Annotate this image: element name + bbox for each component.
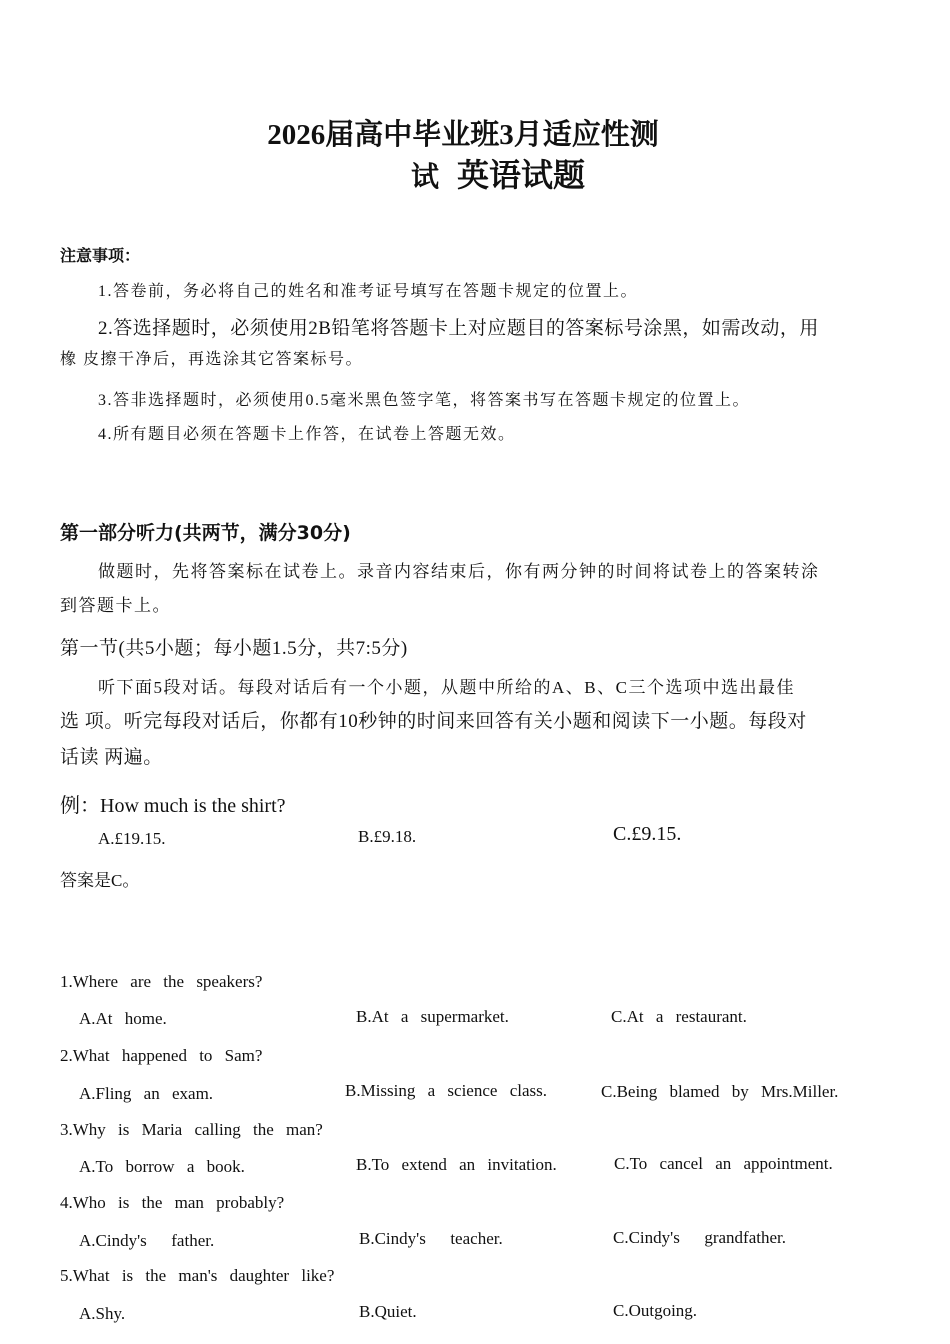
question-4-option-b: B.Cindy's teacher. [359, 1229, 503, 1248]
exam-subject: 英语试题 [457, 157, 586, 193]
question-3-option-c: C.To cancel an appointment. [614, 1154, 833, 1173]
exam-title-line1: 2026届高中毕业班3月适应性测 [267, 119, 659, 151]
question-2: 2.What happened to Sam? [60, 1046, 263, 1065]
notice-item-2-line2: 橡 皮擦干净后，再选涂其它答案标号。 [60, 351, 364, 368]
part1-instruction-line1: 做题时，先将答案标在试卷上。录音内容结束后，你有两分钟的时间将试卷上的答案转涂 [98, 562, 820, 581]
question-5-option-a: A.Shy. [79, 1304, 126, 1323]
question-2-option-b: B.Missing a science class. [345, 1081, 547, 1100]
part1-heading: 第一部分听力(共两节，满分30分) [60, 522, 351, 544]
example-option-a: A.£19.15. [98, 829, 166, 848]
question-1-option-b: B.At a supermarket. [356, 1007, 509, 1026]
notice-heading: 注意事项： [60, 246, 141, 265]
question-5: 5.What is the man's daughter like? [60, 1266, 335, 1285]
notice-item-3: 3.答非选择题时，必须使用0.5毫米黑色签字笔，将答案书写在答题卡规定的位置上。 [98, 392, 751, 409]
question-1: 1.Where are the speakers? [60, 972, 263, 991]
notice-item-4: 4.所有题目必须在答题卡上作答，在试卷上答题无效。 [98, 426, 516, 443]
question-2-option-a: A.Fling an exam. [79, 1084, 214, 1103]
notice-item-1: 1.答卷前，务必将自己的姓名和准考证号填写在答题卡规定的位置上。 [98, 283, 639, 300]
notice-item-2-line1: 2.答选择题时，必须使用2B铅笔将答题卡上对应题目的答案标号涂黑，如需改动，用 [98, 318, 819, 339]
section1-instruction-line1: 听下面5段对话。每段对话后有一个小题，从题中所给的A、B、C三个选项中选出最佳 [98, 678, 795, 697]
exam-title-prefix: 试 [410, 162, 439, 193]
question-4: 4.Who is the man probably? [60, 1193, 285, 1212]
question-4-option-c: C.Cindy's grandfather. [613, 1228, 786, 1247]
exam-title-line2 [0, 150, 950, 196]
question-3-option-b: B.To extend an invitation. [356, 1155, 557, 1174]
example-answer: 答案是C。 [60, 871, 140, 890]
question-1-option-a: A.At home. [79, 1009, 167, 1028]
section1-instruction-line2: 选 项。听完每段对话后，你都有10秒钟的时间来回答有关小题和阅读下一小题。每段对 [60, 711, 807, 732]
question-5-option-c: C.Outgoing. [613, 1301, 698, 1320]
part1-instruction-line2: 到答题卡上。 [60, 596, 171, 615]
question-3: 3.Why is Maria calling the man? [60, 1120, 323, 1139]
example-option-b: B.£9.18. [358, 827, 417, 846]
question-2-option-c: C.Being blamed by Mrs.Miller. [601, 1082, 839, 1101]
question-3-option-a: A.To borrow a book. [79, 1157, 245, 1176]
question-5-option-b: B.Quiet. [359, 1302, 417, 1321]
question-1-option-c: C.At a restaurant. [611, 1007, 747, 1026]
question-4-option-a: A.Cindy's father. [79, 1231, 215, 1250]
example-option-c: C.£9.15. [613, 823, 682, 845]
section1-heading: 第一节(共5小题；每小题1.5分，共7:5分) [60, 638, 408, 659]
example-question: 例：How much is the shirt? [60, 795, 286, 817]
section1-instruction-line3: 话读 两遍。 [60, 747, 163, 768]
